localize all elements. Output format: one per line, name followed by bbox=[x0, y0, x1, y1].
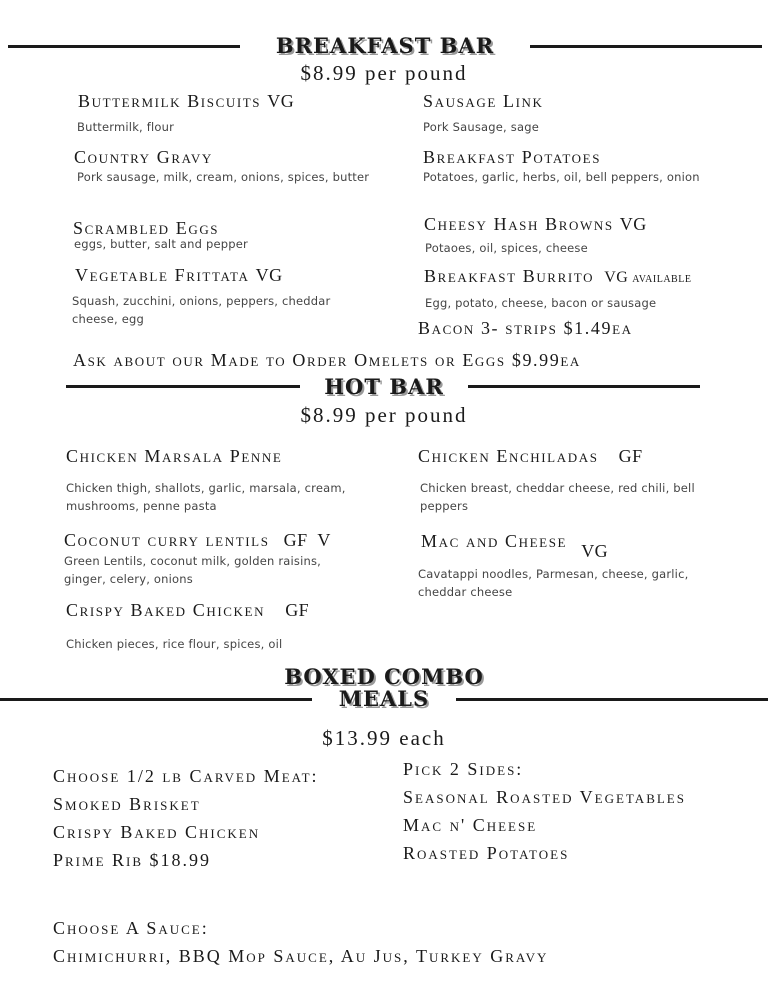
sides-heading: Pick 2 Sides: bbox=[403, 759, 524, 779]
breakfast-price: $8.99 per pound bbox=[300, 61, 468, 85]
menu-item-name-vegetable-frittata bbox=[75, 265, 283, 286]
menu-item-desc: Pork Sausage, sage bbox=[423, 120, 539, 134]
dietary-tag: GF bbox=[618, 446, 643, 466]
item-name-text: Country Gravy bbox=[74, 147, 213, 167]
menu-item-desc: Squash, zucchini, onions, peppers, cheddar cheese, egg bbox=[72, 294, 331, 326]
menu-item-name-crispy-baked-chicken bbox=[66, 600, 309, 621]
breakfast-section-header bbox=[0, 33, 768, 59]
dietary-tag: VG bbox=[619, 214, 647, 234]
sauce-options: Chimichurri, BBQ Mop Sauce, Au Jus, Turkey Gravy bbox=[53, 946, 549, 966]
item-name-text: Crispy Baked Chicken bbox=[66, 600, 266, 620]
menu-item-desc: Chicken pieces, rice flour, spices, oil bbox=[66, 637, 283, 651]
item-name-text: Sausage Link bbox=[423, 91, 544, 111]
item-name-text: Mac and Cheese bbox=[421, 531, 568, 551]
divider-rule-left bbox=[0, 698, 312, 701]
hot-bar-section-title: HOT BAR bbox=[324, 374, 444, 399]
bacon-note: Bacon 3- strips $1.49ea bbox=[418, 318, 633, 338]
menu-item-desc: Chicken thigh, shallots, garlic, marsala, cream, mushrooms, penne pasta bbox=[66, 481, 346, 513]
dietary-tag-extra: available bbox=[632, 271, 692, 286]
menu-item-desc: Potaoes, oil, spices, cheese bbox=[425, 241, 588, 255]
combo-section-title-line1: BOXED COMBO bbox=[284, 664, 484, 689]
divider-rule-left bbox=[8, 45, 240, 48]
dietary-tag: VG bbox=[581, 541, 609, 561]
divider-rule-right bbox=[530, 45, 762, 48]
meat-option: Prime Rib $18.99 bbox=[53, 850, 212, 870]
dietary-tag: VG bbox=[604, 269, 629, 286]
side-option: Roasted Potatoes bbox=[403, 843, 570, 863]
divider-rule-right bbox=[468, 385, 700, 388]
item-name-text: Coconut curry lentils bbox=[64, 530, 270, 550]
sauce-heading: Choose A Sauce: bbox=[53, 918, 209, 938]
menu-item-name-breakfast-potatoes bbox=[423, 147, 601, 168]
menu-item-name-buttermilk-biscuits bbox=[78, 91, 294, 112]
menu-item-desc: Potatoes, garlic, herbs, oil, bell peppers, onion bbox=[423, 170, 700, 184]
dietary-tag: VG bbox=[267, 91, 295, 111]
menu-item-name-mac-and-cheese bbox=[421, 531, 609, 561]
dietary-tag: VG bbox=[255, 265, 283, 285]
menu-item-name-chicken-enchiladas bbox=[418, 446, 643, 467]
meat-option: Crispy Baked Chicken bbox=[53, 822, 261, 842]
dietary-tag: GF bbox=[285, 600, 310, 620]
menu-item-desc: Chicken breast, cheddar cheese, red chili, bell peppers bbox=[420, 481, 695, 513]
item-name-text: Breakfast Potatoes bbox=[423, 147, 602, 167]
menu-item-name-sausage-link bbox=[423, 91, 544, 112]
dietary-tag: GF V bbox=[283, 530, 331, 550]
meat-option: Smoked Brisket bbox=[53, 794, 201, 814]
menu-item-desc: Cavatappi noodles, Parmesan, cheese, garlic, cheddar cheese bbox=[418, 567, 689, 599]
breakfast-section-title: BREAKFAST BAR bbox=[275, 33, 495, 58]
item-name-text: Chicken Marsala Penne bbox=[66, 446, 283, 466]
divider-rule-left bbox=[66, 385, 300, 388]
item-name-text: Vegetable Frittata bbox=[75, 265, 250, 285]
menu-item-name-chicken-marsala-penne bbox=[66, 446, 282, 467]
combo-price: $13.99 each bbox=[322, 726, 446, 750]
menu-item-name-breakfast-burrito bbox=[424, 266, 691, 287]
item-name-text: Buttermilk Biscuits bbox=[78, 91, 262, 111]
menu-item-name-country-gravy bbox=[74, 147, 213, 168]
combo-section-header bbox=[0, 686, 768, 712]
item-name-text: Breakfast Burrito bbox=[424, 266, 595, 286]
menu-item-name-cheesy-hash-browns bbox=[424, 214, 647, 235]
combo-section-title-line2: MEALS bbox=[338, 686, 430, 711]
menu-item-desc: Egg, potato, cheese, bacon or sausage bbox=[425, 296, 657, 310]
omelet-note: Ask about our Made to Order Omelets or Eggs $9.99ea bbox=[73, 350, 581, 370]
item-name-text: Chicken Enchiladas bbox=[418, 446, 599, 466]
menu-item-desc: Pork sausage, milk, cream, onions, spices, butter bbox=[77, 170, 370, 184]
meat-heading: Choose 1/2 lb Carved Meat: bbox=[53, 766, 319, 786]
item-name-text: Scrambled Eggs bbox=[73, 218, 220, 238]
menu-item-desc: Buttermilk, flour bbox=[77, 120, 175, 134]
menu-item-desc: Green Lentils, coconut milk, golden raisins, ginger, celery, onions bbox=[64, 554, 322, 586]
hot-bar-section-header bbox=[0, 374, 768, 400]
menu-item-name-coconut-curry-lentils bbox=[64, 530, 331, 551]
menu-item-desc: eggs, butter, salt and pepper bbox=[74, 237, 248, 251]
item-name-text: Cheesy Hash Browns bbox=[424, 214, 614, 234]
side-option: Seasonal Roasted Vegetables bbox=[403, 787, 686, 807]
divider-rule-right bbox=[456, 698, 768, 701]
side-option: Mac n' Cheese bbox=[403, 815, 538, 835]
hot-bar-price: $8.99 per pound bbox=[300, 403, 468, 427]
